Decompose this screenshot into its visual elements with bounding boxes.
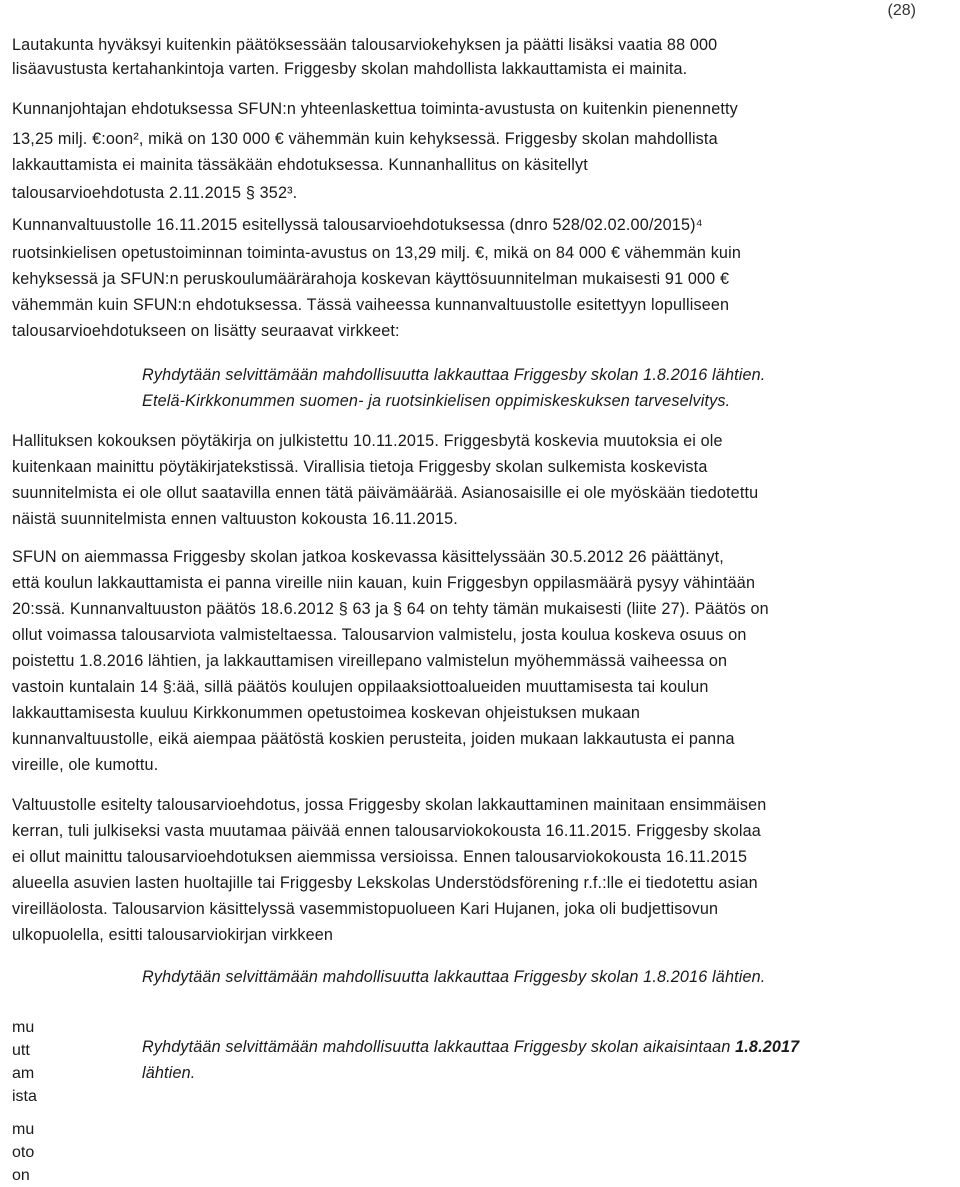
text-line: vähemmän kuin SFUN:n ehdotuksessa. Tässä vaiheessa kunnanvaltuustolle esitettyyn lopulliseen [12, 296, 730, 314]
text-line: ollut voimassa talousarviota valmisteltaessa. Talousarvion valmistelu, josta koulua koskeva osuus on [12, 626, 747, 644]
quoted-sentence: lähtien. [142, 1064, 196, 1082]
bold-date: 1.8.2017 [735, 1038, 800, 1056]
quoted-sentence: Ryhdytään selvittämään mahdollisuutta lakkauttaa Friggesby skolan aikaisintaan 1.8.2017 [142, 1038, 800, 1056]
text-line: ei ollut mainittu talousarvioehdotuksen aiemmissa versioissa. Ennen talousarviokokousta 16.11.2015 [12, 848, 748, 866]
text-line: Valtuustolle esitelty talousarvioehdotus, jossa Friggesby skolan lakkauttaminen mainitaan ensimmäisen [12, 796, 767, 814]
text-line: Kunnanjohtajan ehdotuksessa SFUN:n yhteenlaskettua toiminta-avustusta on kuitenkin pienennetty [12, 100, 738, 118]
margin-fragment: mu utt am ista [12, 1019, 37, 1105]
text-line: kuitenkaan mainittu pöytäkirjatekstissä. Virallisia tietoja Friggesby skolan sulkemista koskevista [12, 458, 708, 476]
text-line: vastoin kuntalain 14 §:ää, sillä päätös koulujen oppilaaksiottoalueiden muuttamisesta tai koulun [12, 678, 709, 696]
text-line: Kunnanvaltuustolle 16.11.2015 esitellyssä talousarvioehdotuksessa (dnro 528/02.02.00/2015)⁴ [12, 216, 703, 234]
quoted-sentence: Ryhdytään selvittämään mahdollisuutta lakkauttaa Friggesby skolan 1.8.2016 lähtien. [142, 366, 766, 384]
text-line: kehyksessä ja SFUN:n peruskoulumäärärahoja koskevan käyttösuunnitelman mukaisesti 91 000 € [12, 270, 730, 288]
text-line: lakkauttamista ei mainita tässäkään ehdotuksessa. Kunnanhallitus on käsitellyt [12, 156, 588, 174]
margin-fragment: mu oto on [12, 1121, 35, 1184]
text-line: näistä suunnitelmista ennen valtuuston kokousta 16.11.2015. [12, 510, 458, 528]
text-line: talousarvioehdotukseen on lisätty seuraavat virkkeet: [12, 322, 400, 340]
text-line: lakkauttamisesta kuuluu Kirkkonummen opetustoimea koskevan ohjeistuksen mukaan [12, 704, 641, 722]
text-line: 13,25 milj. €:oon², mikä on 130 000 € vähemmän kuin kehyksessä. Friggesby skolan mahdollista [12, 130, 718, 148]
text-line: 20:ssä. Kunnanvaltuuston päätös 18.6.2012 § 63 ja § 64 on tehty tämän mukaisesti (liite 27). Päätös on [12, 600, 769, 618]
text-line: talousarvioehdotusta 2.11.2015 § 352³. [12, 184, 298, 202]
text-line: että koulun lakkauttamista ei panna vireille niin kauan, kuin Friggesbyn oppilasmäärä pysyy vähintään [12, 574, 756, 592]
text-line: alueella asuvien lasten huoltajille tai Friggesby Lekskolas Understödsförening r.f.:lle ei tiedotettu asian [12, 874, 758, 892]
text-line: ulkopuolella, esitti talousarviokirjan virkkeen [12, 926, 334, 944]
text-line: SFUN on aiemmassa Friggesby skolan jatkoa koskevassa käsittelyssään 30.5.2012 26 päättänyt, [12, 548, 724, 566]
quoted-sentence: Etelä-Kirkkonummen suomen- ja ruotsinkielisen oppimiskeskuksen tarveselvitys. [142, 392, 731, 410]
text-line: Lautakunta hyväksyi kuitenkin päätöksessään talousarviokehyksen ja päätti lisäksi vaatia 88 000 [12, 36, 718, 54]
text-line: poistettu 1.8.2016 lähtien, ja lakkauttamisen vireillepano valmistelun myöhemmässä vaiheessa on [12, 652, 728, 670]
text-line: kunnanvaltuustolle, eikä aiempaa päätöstä koskien perusteita, joiden mukaan lakkautusta ei panna [12, 730, 735, 748]
text-line: vireille, ole kumottu. [12, 756, 159, 774]
text-line: vireilläolosta. Talousarvion käsittelyssä vasemmistopuolueen Kari Hujanen, joka oli budjettisovun [12, 900, 719, 918]
page-number: (28) [887, 2, 916, 19]
text-line: Hallituksen kokouksen pöytäkirja on julkistettu 10.11.2015. Friggesbytä koskevia muutoksia ei ole [12, 432, 723, 450]
quoted-sentence: Ryhdytään selvittämään mahdollisuutta lakkauttaa Friggesby skolan 1.8.2016 lähtien. [142, 968, 766, 986]
text-line: kerran, tuli julkiseksi vasta muutamaa päivää ennen talousarviokokousta 16.11.2015. Friggesby skolaa [12, 822, 761, 840]
text-line: ruotsinkielisen opetustoiminnan toiminta-avustus on 13,29 milj. €, mikä on 84 000 € vähemmän kuin [12, 244, 741, 262]
text-line: lisäavustusta kertahankintoja varten. Friggesby skolan mahdollista lakkauttamista ei mainita. [12, 60, 688, 78]
text-line: suunnitelmista ei ole ollut saatavilla ennen tätä päivämäärää. Asianosaisille ei ole myöskään tiedotettu [12, 484, 759, 502]
